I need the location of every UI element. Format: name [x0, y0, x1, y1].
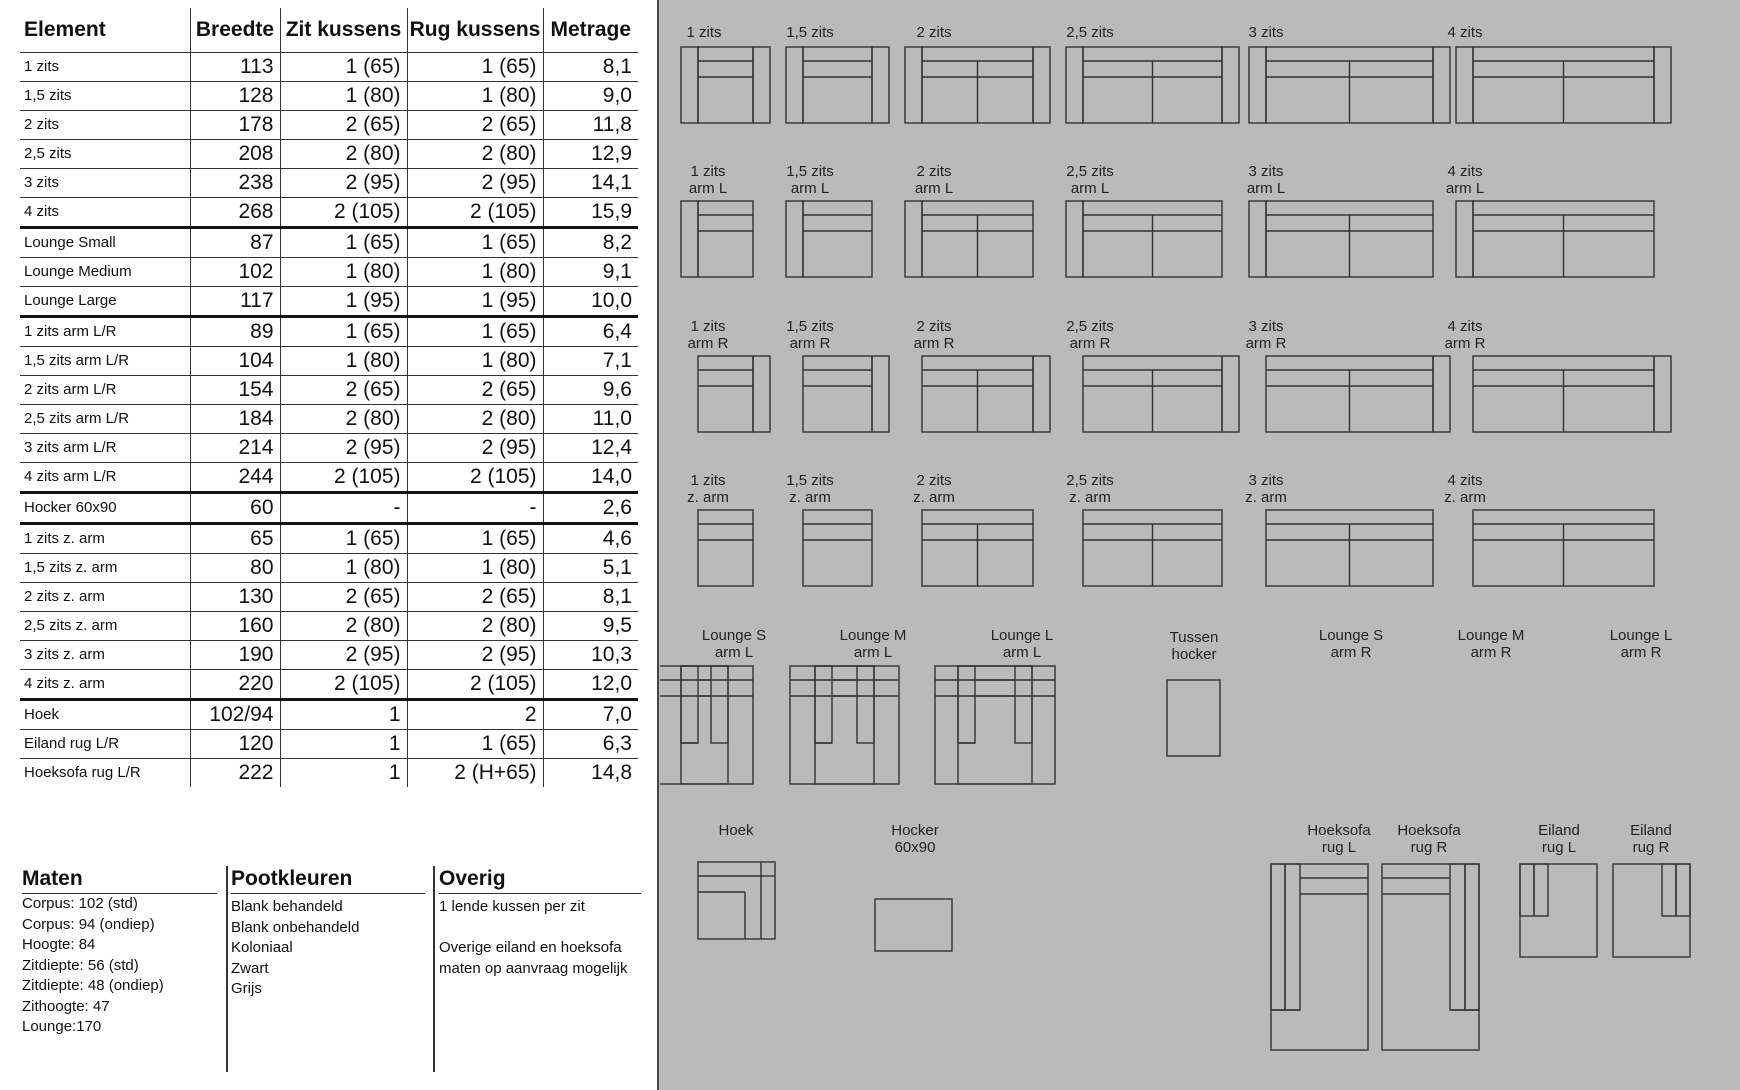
diagram-label: 1 zits z. arm — [687, 472, 729, 506]
cell-metrage: 2,6 — [543, 493, 638, 524]
cell-zit: 1 (80) — [280, 82, 407, 111]
section-line: Lounge:170 — [22, 1018, 102, 1035]
cell-metrage: 9,0 — [543, 82, 638, 111]
cell-rug: 1 (80) — [407, 347, 543, 376]
cell-element: 4 zits arm L/R — [20, 463, 190, 493]
cell-metrage: 9,6 — [543, 376, 638, 405]
cell-breedte: 102 — [190, 258, 280, 287]
sofa-seat — [698, 201, 753, 277]
cell-breedte: 220 — [190, 670, 280, 700]
hoeksofa-back — [1450, 864, 1465, 1010]
cell-element: Lounge Medium — [20, 258, 190, 287]
header-breedte: Breedte — [190, 8, 280, 53]
sofa-arm — [872, 47, 889, 123]
cell-zit: 2 (80) — [280, 612, 407, 641]
cell-element: Lounge Large — [20, 287, 190, 317]
corner-body — [698, 862, 775, 939]
cell-zit: 1 (65) — [280, 53, 407, 82]
hoeksofa-back — [1285, 864, 1300, 1010]
sofa-arm — [1222, 356, 1239, 432]
section-divider — [433, 866, 435, 1072]
cell-rug: 1 (65) — [407, 53, 543, 82]
section-divider — [226, 866, 228, 1072]
cell-metrage: 9,1 — [543, 258, 638, 287]
sofa-seat — [803, 201, 872, 277]
sofa-arm — [1249, 201, 1266, 277]
cell-zit: 2 (95) — [280, 641, 407, 670]
cell-breedte: 214 — [190, 434, 280, 463]
cell-breedte: 80 — [190, 554, 280, 583]
lounge-arm — [711, 666, 728, 743]
cell-zit: 2 (80) — [280, 405, 407, 434]
diagram-label: Tussen hocker — [1169, 629, 1219, 663]
cell-rug: 2 (105) — [407, 463, 543, 493]
diagram-label: Lounge M arm L — [839, 627, 907, 661]
table-row — [20, 554, 638, 583]
section-line: Grijs — [231, 980, 262, 997]
diagram-label: 2,5 zits — [1066, 24, 1114, 41]
cell-rug: 1 (80) — [407, 82, 543, 111]
cell-zit: 2 (65) — [280, 583, 407, 612]
sofa-arm — [786, 47, 803, 123]
cell-metrage: 8,1 — [543, 583, 638, 612]
cell-element: 1,5 zits z. arm — [20, 554, 190, 583]
cell-rug: 1 (65) — [407, 228, 543, 258]
sofa-arm — [681, 201, 698, 277]
table-row — [20, 111, 638, 140]
cell-rug: 2 (H+65) — [407, 759, 543, 788]
cell-zit: 2 (95) — [280, 434, 407, 463]
cell-zit: 1 (80) — [280, 258, 407, 287]
cell-element: 2 zits — [20, 111, 190, 140]
cell-metrage: 14,1 — [543, 169, 638, 198]
maten-section — [22, 866, 217, 1038]
header-metrage: Metrage — [543, 8, 638, 53]
sofa-arm — [1433, 356, 1450, 432]
cell-breedte: 190 — [190, 641, 280, 670]
header-zit-kussens: Zit kussens — [280, 8, 407, 53]
cell-zit: 1 (95) — [280, 287, 407, 317]
diagram-label: 1,5 zits — [786, 24, 834, 41]
sofa-seat — [803, 47, 872, 123]
cell-zit: 1 — [280, 759, 407, 788]
cell-metrage: 5,1 — [543, 554, 638, 583]
pootkleuren-lines — [231, 894, 425, 1000]
cell-zit: 2 (65) — [280, 111, 407, 140]
section-line: Zitdiepte: 48 (ondiep) — [22, 977, 164, 994]
cell-rug: 2 — [407, 700, 543, 730]
cell-zit: 1 — [280, 700, 407, 730]
diagram-panel — [660, 0, 1740, 1090]
cell-zit: 1 (65) — [280, 524, 407, 554]
cell-rug: 2 (65) — [407, 111, 543, 140]
table-row — [20, 641, 638, 670]
cell-metrage: 15,9 — [543, 198, 638, 228]
cell-metrage: 7,0 — [543, 700, 638, 730]
table-row — [20, 612, 638, 641]
eiland-back — [1662, 864, 1676, 916]
table-row — [20, 493, 638, 524]
section-line: Overige eiland en hoeksofa — [439, 939, 622, 956]
table-row — [20, 670, 638, 700]
cell-element: 1,5 zits — [20, 82, 190, 111]
cell-rug: 1 (80) — [407, 258, 543, 287]
lounge-arm — [815, 666, 832, 743]
cell-rug: 1 (65) — [407, 524, 543, 554]
cell-breedte: 60 — [190, 493, 280, 524]
cell-zit: 2 (105) — [280, 463, 407, 493]
section-line: Koloniaal — [231, 939, 293, 956]
cell-metrage: 14,0 — [543, 463, 638, 493]
sofa-arm — [786, 201, 803, 277]
cell-rug: 2 (80) — [407, 612, 543, 641]
section-line: Blank behandeld — [231, 898, 343, 915]
cell-breedte: 130 — [190, 583, 280, 612]
cell-breedte: 104 — [190, 347, 280, 376]
sofa-arm — [1066, 47, 1083, 123]
pootkleuren-section — [231, 866, 425, 1000]
cell-zit: 1 (80) — [280, 347, 407, 376]
cell-rug: - — [407, 493, 543, 524]
cell-rug: 1 (65) — [407, 730, 543, 759]
table-header-row — [20, 8, 638, 53]
diagram-label: 1,5 zits arm R — [786, 318, 834, 352]
sofa-seat — [803, 356, 872, 432]
cell-element: 2 zits arm L/R — [20, 376, 190, 405]
section-line: Zithoogte: 47 — [22, 997, 110, 1015]
cell-rug: 2 (95) — [407, 641, 543, 670]
table-row — [20, 228, 638, 258]
spec-panel — [0, 0, 659, 1090]
cell-metrage: 10,3 — [543, 641, 638, 670]
diagram-label: 1 zits — [686, 24, 722, 41]
cell-breedte: 117 — [190, 287, 280, 317]
cell-rug: 2 (95) — [407, 169, 543, 198]
table-row — [20, 82, 638, 111]
sofa-arm — [753, 47, 770, 123]
eiland-body — [1520, 864, 1597, 957]
cell-rug: 2 (95) — [407, 434, 543, 463]
diagram-label: Lounge M arm R — [1457, 627, 1525, 661]
cell-breedte: 244 — [190, 463, 280, 493]
diagram-label: 4 zits — [1447, 24, 1483, 41]
diagram-label: 2 zits arm L — [914, 163, 954, 197]
diagram-label: 2,5 zits arm R — [1066, 318, 1114, 352]
diagram-label: Lounge L arm R — [1609, 627, 1673, 661]
cell-element: 2 zits z. arm — [20, 583, 190, 612]
cell-breedte: 160 — [190, 612, 280, 641]
cell-zit: 2 (65) — [280, 376, 407, 405]
cell-element: 1,5 zits arm L/R — [20, 347, 190, 376]
cell-element: 1 zits z. arm — [20, 524, 190, 554]
cell-zit: 1 (80) — [280, 554, 407, 583]
cell-element: 2,5 zits — [20, 140, 190, 169]
table-row — [20, 169, 638, 198]
section-line: Zitdiepte: 56 (std) — [22, 956, 139, 974]
lounge-arm — [1015, 666, 1032, 743]
cell-rug: 2 (105) — [407, 198, 543, 228]
cell-metrage: 11,8 — [543, 111, 638, 140]
cell-zit: 2 (105) — [280, 670, 407, 700]
section-line: maten op aanvraag mogelijk — [439, 959, 628, 977]
cell-metrage: 6,3 — [543, 730, 638, 759]
overig-section — [439, 866, 641, 979]
cell-rug: 2 (65) — [407, 376, 543, 405]
diagram-label: 3 zits arm R — [1245, 318, 1287, 352]
sofa-arm — [753, 356, 770, 432]
diagram-label: 2,5 zits z. arm — [1066, 472, 1114, 506]
cell-element: 2,5 zits z. arm — [20, 612, 190, 641]
header-rug-kussens: Rug kussens — [407, 8, 543, 53]
diagram-label: Hoeksofa rug L — [1307, 822, 1371, 856]
lounge-body — [660, 666, 728, 784]
cell-element: Lounge Small — [20, 228, 190, 258]
lounge-body — [681, 666, 753, 784]
cell-breedte: 120 — [190, 730, 280, 759]
diagram-label: 4 zits arm L — [1445, 163, 1485, 197]
cell-metrage: 12,9 — [543, 140, 638, 169]
cell-zit: 2 (105) — [280, 198, 407, 228]
diagram-label: 2 zits — [916, 24, 952, 41]
maten-lines — [22, 894, 217, 1038]
sofa-arm — [1456, 47, 1473, 123]
sofa-arm — [872, 356, 889, 432]
section-line: Blank onbehandeld — [231, 918, 360, 936]
cell-metrage: 4,6 — [543, 524, 638, 554]
cell-metrage: 6,4 — [543, 317, 638, 347]
diagram-label: Lounge S arm L — [701, 627, 767, 661]
cell-breedte: 128 — [190, 82, 280, 111]
table-row — [20, 198, 638, 228]
diagram-label: 3 zits — [1248, 24, 1284, 41]
table-row — [20, 583, 638, 612]
diagram-label: 2 zits arm R — [913, 318, 955, 352]
lounge-body — [935, 666, 1032, 784]
cell-rug: 1 (95) — [407, 287, 543, 317]
cell-element: Hoeksofa rug L/R — [20, 759, 190, 788]
cell-element: Hocker 60x90 — [20, 493, 190, 524]
table-row — [20, 463, 638, 493]
diagram-label: Hocker 60x90 — [891, 822, 939, 856]
cell-zit: 2 (80) — [280, 140, 407, 169]
cell-breedte: 154 — [190, 376, 280, 405]
diagram-label: Hoeksofa rug R — [1397, 822, 1461, 856]
cell-metrage: 9,5 — [543, 612, 638, 641]
tussen-hocker — [1167, 680, 1220, 756]
cell-element: 1 zits — [20, 53, 190, 82]
table-row — [20, 317, 638, 347]
sofa-arm — [1456, 201, 1473, 277]
lounge-arm — [681, 666, 698, 743]
sofa-arm — [905, 47, 922, 123]
eiland-body — [1613, 864, 1690, 957]
cell-zit: 2 (95) — [280, 169, 407, 198]
cell-element: 4 zits — [20, 198, 190, 228]
table-row — [20, 347, 638, 376]
sofa-arm — [905, 201, 922, 277]
cell-element: 1 zits arm L/R — [20, 317, 190, 347]
sofa-arm — [681, 47, 698, 123]
cell-element: 3 zits arm L/R — [20, 434, 190, 463]
cell-breedte: 102/94 — [190, 700, 280, 730]
sofa-arm — [1033, 47, 1050, 123]
cell-metrage: 12,0 — [543, 670, 638, 700]
lounge-body — [958, 666, 1055, 784]
section-line: Corpus: 102 (std) — [22, 895, 138, 912]
section-line: Corpus: 94 (ondiep) — [22, 915, 155, 933]
maten-title: Maten — [22, 866, 217, 894]
cell-breedte: 87 — [190, 228, 280, 258]
overig-title: Overig — [439, 866, 641, 894]
diagram-label: 2 zits z. arm — [913, 472, 955, 506]
cell-breedte: 184 — [190, 405, 280, 434]
sofa-seat — [803, 510, 872, 586]
eiland-back — [1676, 864, 1690, 916]
diagram-label: Eiland rug L — [1538, 822, 1580, 856]
cell-breedte: 65 — [190, 524, 280, 554]
table-row — [20, 376, 638, 405]
cell-breedte: 208 — [190, 140, 280, 169]
cell-zit: - — [280, 493, 407, 524]
diagram-label: 1 zits arm L — [688, 163, 728, 197]
cell-metrage: 10,0 — [543, 287, 638, 317]
table-row — [20, 287, 638, 317]
header-element: Element — [24, 18, 106, 41]
table-row — [20, 258, 638, 287]
cell-rug: 2 (65) — [407, 583, 543, 612]
sofa-seat — [698, 356, 753, 432]
table-row — [20, 730, 638, 759]
sofa-seat — [698, 47, 753, 123]
diagram-label: 4 zits arm R — [1444, 318, 1486, 352]
cell-element: 2,5 zits arm L/R — [20, 405, 190, 434]
sofa-arm — [1249, 47, 1266, 123]
diagram-label: Lounge L arm L — [990, 627, 1054, 661]
table-row — [20, 759, 638, 788]
diagram-label: Hoek — [718, 822, 754, 839]
lounge-arm — [958, 666, 975, 743]
cell-rug: 1 (65) — [407, 317, 543, 347]
cell-element: Hoek — [20, 700, 190, 730]
cell-metrage: 12,4 — [543, 434, 638, 463]
cell-zit: 1 — [280, 730, 407, 759]
cell-element: Eiland rug L/R — [20, 730, 190, 759]
lounge-arm — [857, 666, 874, 743]
sofa-arm — [1066, 201, 1083, 277]
sofa-seat — [698, 510, 753, 586]
diagram-label: 2,5 zits arm L — [1066, 163, 1114, 197]
section-line: Zwart — [231, 959, 269, 977]
cell-metrage: 8,2 — [543, 228, 638, 258]
diagram-label: 1,5 zits z. arm — [786, 472, 834, 506]
table-row — [20, 524, 638, 554]
cell-breedte: 113 — [190, 53, 280, 82]
diagram-label: 4 zits z. arm — [1444, 472, 1486, 506]
sofa-arm — [1222, 47, 1239, 123]
spec-table — [20, 8, 638, 787]
cell-breedte: 89 — [190, 317, 280, 347]
cell-metrage: 8,1 — [543, 53, 638, 82]
overig-lines — [439, 894, 641, 979]
cell-element: 3 zits z. arm — [20, 641, 190, 670]
hoeksofa-back — [1271, 864, 1285, 1010]
cell-metrage: 14,8 — [543, 759, 638, 788]
hocker — [875, 899, 952, 951]
pootkleuren-title: Pootkleuren — [231, 866, 425, 894]
cell-breedte: 222 — [190, 759, 280, 788]
cell-zit: 1 (65) — [280, 317, 407, 347]
cell-breedte: 268 — [190, 198, 280, 228]
diagram-label: Eiland rug R — [1630, 822, 1672, 856]
cell-breedte: 178 — [190, 111, 280, 140]
section-line — [439, 918, 641, 939]
table-row — [20, 434, 638, 463]
sofa-arm — [1033, 356, 1050, 432]
table-row — [20, 140, 638, 169]
hoeksofa-back — [1465, 864, 1479, 1010]
section-line: 1 lende kussen per zit — [439, 898, 585, 915]
cell-zit: 1 (65) — [280, 228, 407, 258]
cell-rug: 2 (80) — [407, 405, 543, 434]
sofa-arm — [1654, 356, 1671, 432]
eiland-back — [1520, 864, 1534, 916]
diagram-label: Lounge S arm R — [1318, 627, 1384, 661]
cell-element: 4 zits z. arm — [20, 670, 190, 700]
table-row — [20, 405, 638, 434]
cell-metrage: 11,0 — [543, 405, 638, 434]
diagram-label: 3 zits arm L — [1246, 163, 1286, 197]
cell-element: 3 zits — [20, 169, 190, 198]
diagram-label: 1 zits arm R — [687, 318, 729, 352]
diagram-label: 3 zits z. arm — [1245, 472, 1287, 506]
cell-breedte: 238 — [190, 169, 280, 198]
cell-rug: 2 (105) — [407, 670, 543, 700]
sofa-arm — [1433, 47, 1450, 123]
cell-metrage: 7,1 — [543, 347, 638, 376]
table-row — [20, 700, 638, 730]
eiland-back — [1534, 864, 1548, 916]
sofa-arm — [1654, 47, 1671, 123]
cell-rug: 2 (80) — [407, 140, 543, 169]
table-row — [20, 53, 638, 82]
cell-rug: 1 (80) — [407, 554, 543, 583]
diagram-label: 1,5 zits arm L — [786, 163, 834, 197]
section-line: Hoogte: 84 — [22, 936, 96, 953]
